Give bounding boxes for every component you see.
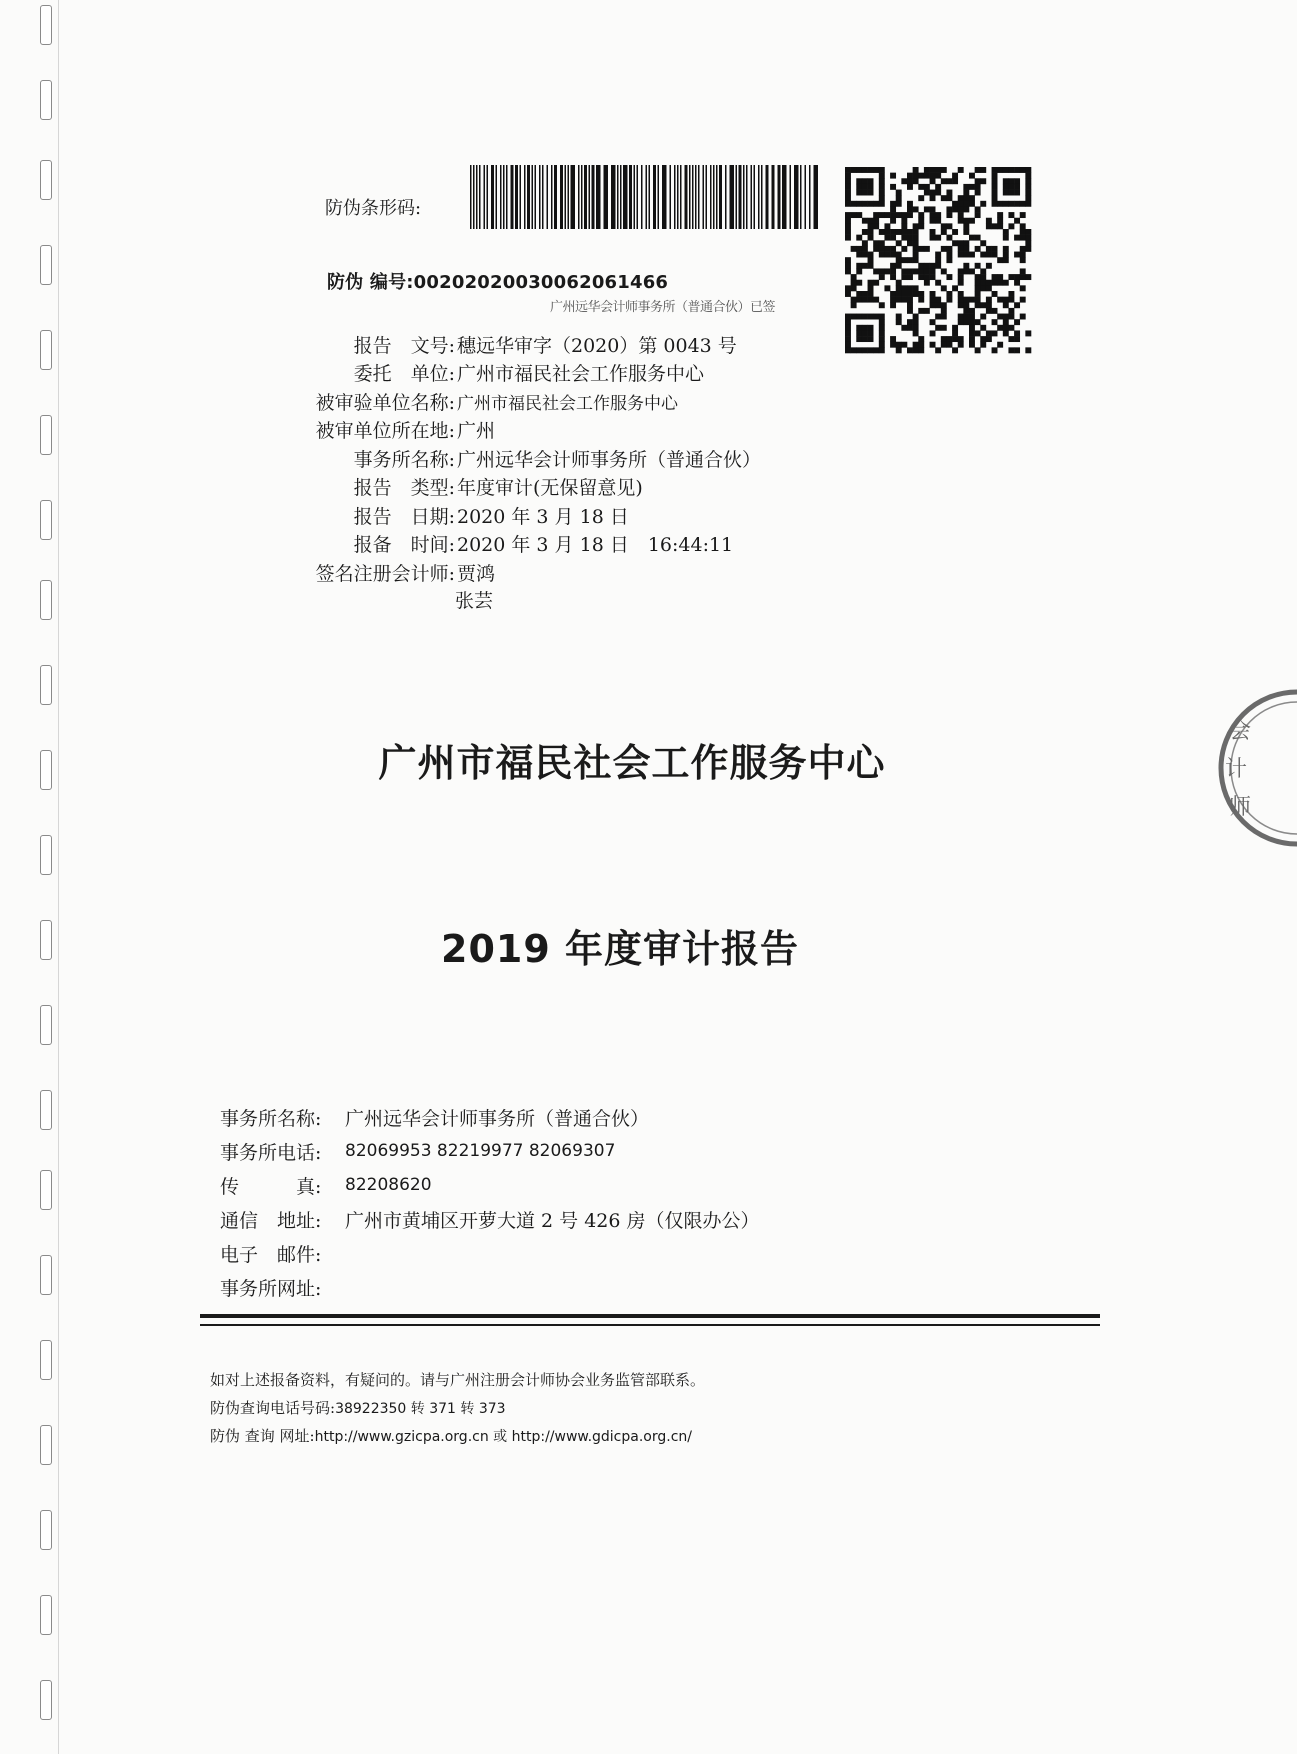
binding-hole (40, 1255, 52, 1295)
firm-row-phone (220, 1134, 760, 1168)
report-info-table (280, 330, 761, 615)
info-row-entity-location (280, 416, 761, 445)
footer-notes (210, 1366, 705, 1450)
info-label: 被审单位所在地: (315, 420, 455, 443)
note-phone (210, 1394, 705, 1422)
binding-hole (40, 5, 52, 45)
firm-row-fax (220, 1168, 760, 1202)
binding-hole (40, 80, 52, 120)
info-value: 广州市福民社会工作服务中心 (457, 393, 678, 414)
firm-label: 事务所电话: (220, 1141, 322, 1164)
second-signing-cpa: 张芸 (455, 589, 494, 612)
svg-text:师: 师 (1229, 795, 1252, 820)
firm-value: 广州远华会计师事务所（普通合伙） (345, 1107, 650, 1130)
info-label: 报告 类型: (353, 477, 455, 500)
info-label: 报告 文号: (353, 334, 455, 357)
firm-value: 广州市黄埔区开萝大道 2 号 426 房（仅限办公） (345, 1209, 760, 1232)
info-label: 签名注册会计师: (315, 562, 455, 585)
firm-label: 电子 邮件: (220, 1243, 322, 1266)
firm-label: 事务所网址: (220, 1277, 322, 1300)
binding-hole (40, 1595, 52, 1635)
firm-row-website (220, 1270, 760, 1304)
info-row-signing-cpa (280, 558, 761, 587)
binding-hole (40, 1680, 52, 1720)
binding-hole (40, 1340, 52, 1380)
info-row-firm-name (280, 444, 761, 473)
binding-hole (40, 665, 52, 705)
note-phone-value: 38922350 转 371 转 373 (335, 1401, 506, 1417)
binding-hole (40, 160, 52, 200)
qr-code-image (845, 167, 1031, 353)
report-title: 2019 年度审计报告 (441, 927, 799, 971)
anti-counterfeit-number-label: 防伪 编号: (327, 272, 414, 293)
firm-row-email (220, 1236, 760, 1270)
binding-hole (40, 1510, 52, 1550)
binding-hole (40, 1090, 52, 1130)
barcode-label: 防伪条形码: (325, 198, 422, 219)
firm-label: 通信 地址: (220, 1209, 322, 1232)
info-value: 贾鸿 (457, 562, 496, 585)
info-value: 年度审计(无保留意见) (457, 477, 643, 500)
binding-hole (40, 835, 52, 875)
info-value: 广州 (457, 420, 496, 443)
binding-hole (40, 245, 52, 285)
page-edge-line (58, 0, 59, 1754)
info-label: 事务所名称: (353, 448, 455, 471)
firm-row-name (220, 1100, 760, 1134)
note-phone-label: 防伪查询电话号码: (210, 1399, 336, 1417)
divider-thin (200, 1324, 1100, 1326)
binding-hole (40, 500, 52, 540)
info-value: 2020 年 3 月 18 日 16:44:11 (457, 534, 734, 557)
info-row-report-number (280, 330, 761, 359)
note-website (210, 1422, 705, 1450)
svg-text:会: 会 (1229, 719, 1252, 744)
info-label: 报告 日期: (353, 505, 455, 528)
firm-value: 82208620 (345, 1175, 432, 1195)
anti-counterfeit-number-value: 00202020030062061466 (413, 272, 669, 293)
info-label: 委托 单位: (353, 363, 455, 386)
binding-hole (40, 1170, 52, 1210)
divider-thick (200, 1314, 1100, 1318)
binding-hole (40, 330, 52, 370)
binding-holes (40, 0, 60, 1754)
binding-hole (40, 415, 52, 455)
info-row-report-date (280, 501, 761, 530)
info-value: 广州市福民社会工作服务中心 (457, 363, 705, 386)
info-value: 穗远华审字（2020）第 0043 号 (457, 334, 737, 357)
firm-label: 事务所名称: (220, 1107, 322, 1130)
info-row-client (280, 359, 761, 388)
binding-hole (40, 1005, 52, 1045)
info-label: 报备 时间: (353, 534, 455, 557)
info-row-filing-time (280, 530, 761, 559)
barcode-image (470, 165, 820, 229)
note-contact: 如对上述报备资料，有疑问的。请与广州注册会计师协会业务监管部联系。 (210, 1371, 706, 1389)
info-value: 广州远华会计师事务所（普通合伙） (457, 448, 762, 471)
info-value: 2020 年 3 月 18 日 (457, 505, 629, 528)
binding-hole (40, 1425, 52, 1465)
entity-title: 广州市福民社会工作服务中心 (378, 741, 886, 785)
seal-stamp-partial (1207, 688, 1297, 848)
signed-by-note: 广州远华会计师事务所（普通合伙）已签 (550, 300, 776, 315)
note-website-value: http://www.gzicpa.org.cn 或 http://www.gdicpa.org.cn/ (314, 1429, 692, 1445)
firm-value: 82069953 82219977 82069307 (345, 1141, 616, 1161)
barcode-row (325, 165, 820, 229)
info-row-audited-entity (280, 387, 761, 416)
firm-info-block (220, 1100, 760, 1304)
info-label: 被审验单位名称: (315, 391, 455, 414)
info-row-report-type (280, 473, 761, 502)
svg-text:计: 计 (1225, 757, 1248, 782)
binding-hole (40, 580, 52, 620)
anti-counterfeit-number (327, 268, 668, 294)
firm-row-address (220, 1202, 760, 1236)
note-website-label: 防伪 查询 网址: (210, 1427, 315, 1445)
firm-label: 传 真: (220, 1175, 322, 1198)
